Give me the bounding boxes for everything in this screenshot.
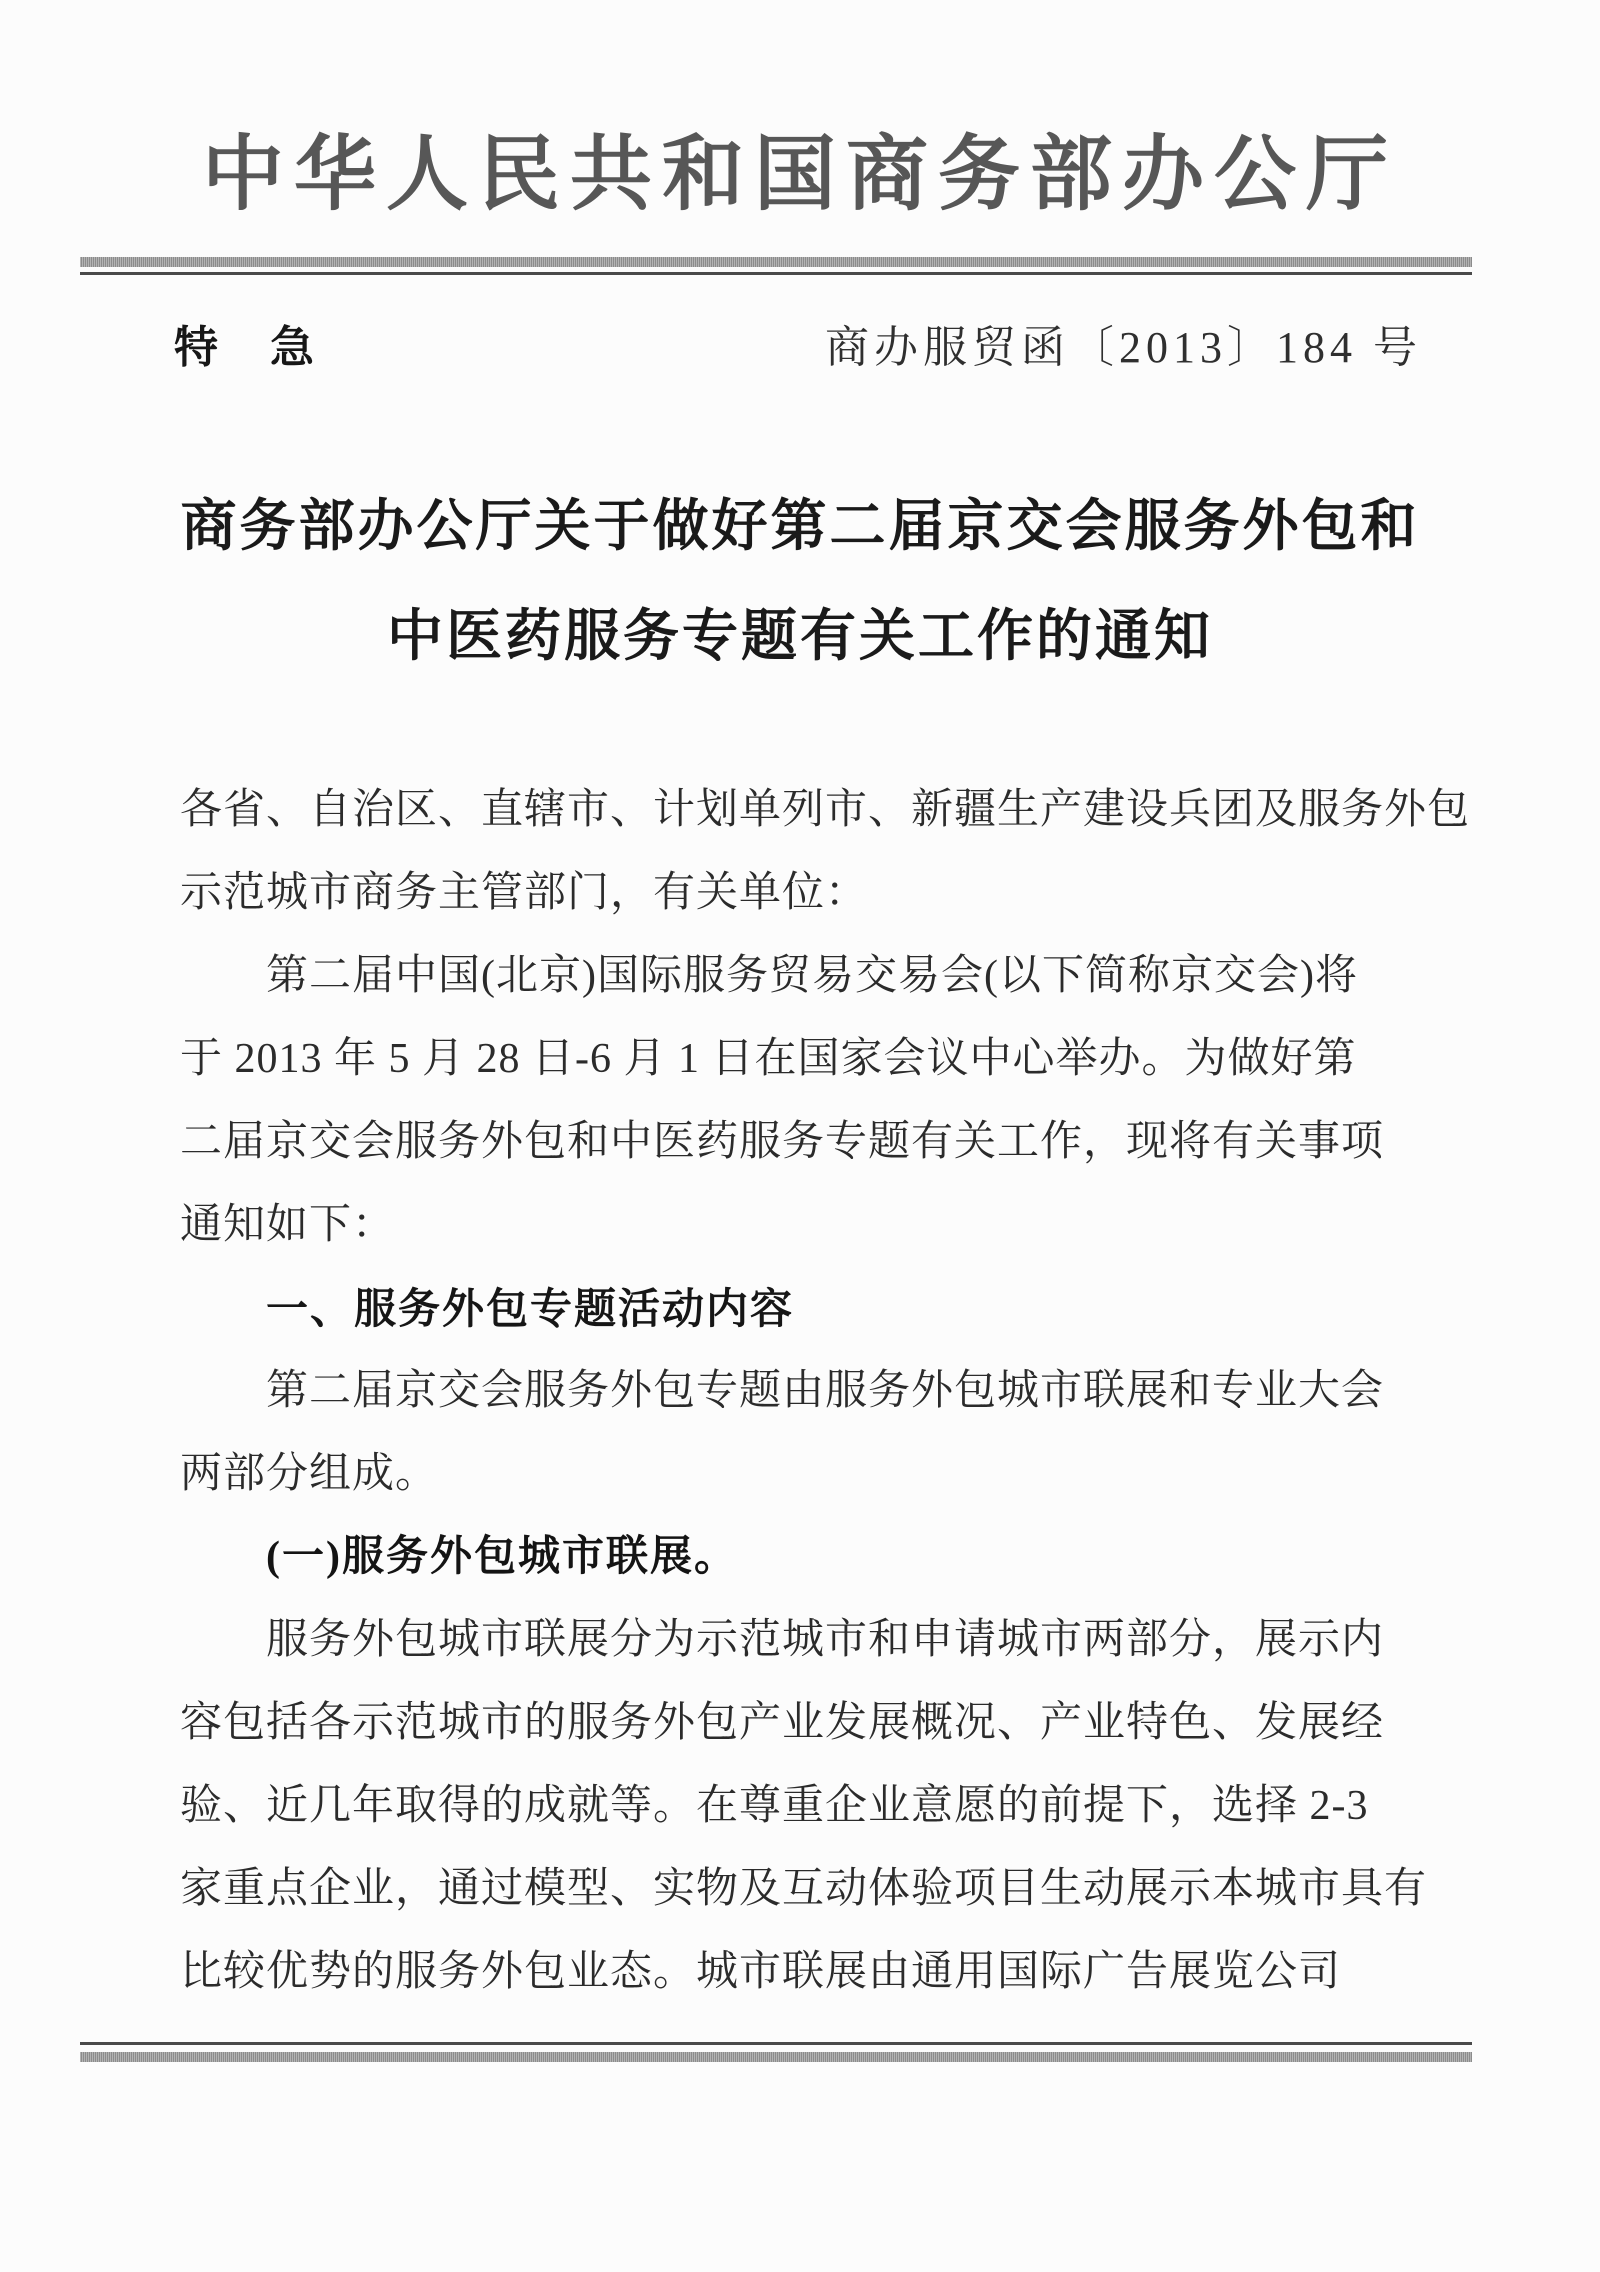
body-line: 验、近几年取得的成就等。在尊重企业意愿的前提下，选择 2-3 <box>180 1783 1369 1829</box>
body-line: 示范城市商务主管部门，有关单位： <box>180 870 869 916</box>
document-number: 商办服贸函〔2013〕184 号 <box>825 323 1422 372</box>
letterhead-rule-thick <box>80 257 1472 267</box>
document-title <box>0 472 1600 692</box>
body-line: 一、服务外包专题活动内容 <box>266 1285 795 1332</box>
footer-rule-thick <box>80 2052 1472 2062</box>
body-line: 第二届中国(北京)国际服务贸易交易会(以下简称京交会)将 <box>266 953 1358 999</box>
body-line: 第二届京交会服务外包专题由服务外包城市联展和专业大会 <box>266 1368 1385 1414</box>
body-line: 容包括各示范城市的服务外包产业发展概况、产业特色、发展经 <box>180 1700 1385 1746</box>
document-body <box>180 769 1471 2014</box>
body-line: (一)服务外包城市联展。 <box>266 1534 738 1580</box>
body-line: 通知如下： <box>180 1202 396 1248</box>
body-line: 服务外包城市联展分为示范城市和申请城市两部分，展示内 <box>266 1617 1385 1663</box>
document-title-line-2: 中医药服务专题有关工作的通知 <box>387 606 1213 668</box>
body-line: 各省、自治区、直辖市、计划单列市、新疆生产建设兵团及服务外包 <box>180 787 1471 833</box>
meta-row <box>174 320 1422 376</box>
footer-rule-thin <box>80 2042 1472 2045</box>
letterhead-title: 中华人民共和国商务部办公厅 <box>201 129 1398 220</box>
body-line: 两部分组成。 <box>180 1451 439 1497</box>
body-line: 于 2013 年 5 月 28 日-6 月 1 日在国家会议中心举办。为做好第 <box>180 1036 1357 1082</box>
letterhead-rule-thin <box>80 272 1472 275</box>
urgency-label: 特 急 <box>174 323 318 372</box>
body-line: 比较优势的服务外包业态。城市联展由通用国际广告展览公司 <box>180 1949 1342 1995</box>
body-line: 二届京交会服务外包和中医药服务专题有关工作，现将有关事项 <box>180 1119 1385 1165</box>
body-line: 家重点企业，通过模型、实物及互动体验项目生动展示本城市具有 <box>180 1866 1428 1912</box>
document-title-line-1: 商务部办公厅关于做好第二届京交会服务外包和 <box>180 496 1420 558</box>
